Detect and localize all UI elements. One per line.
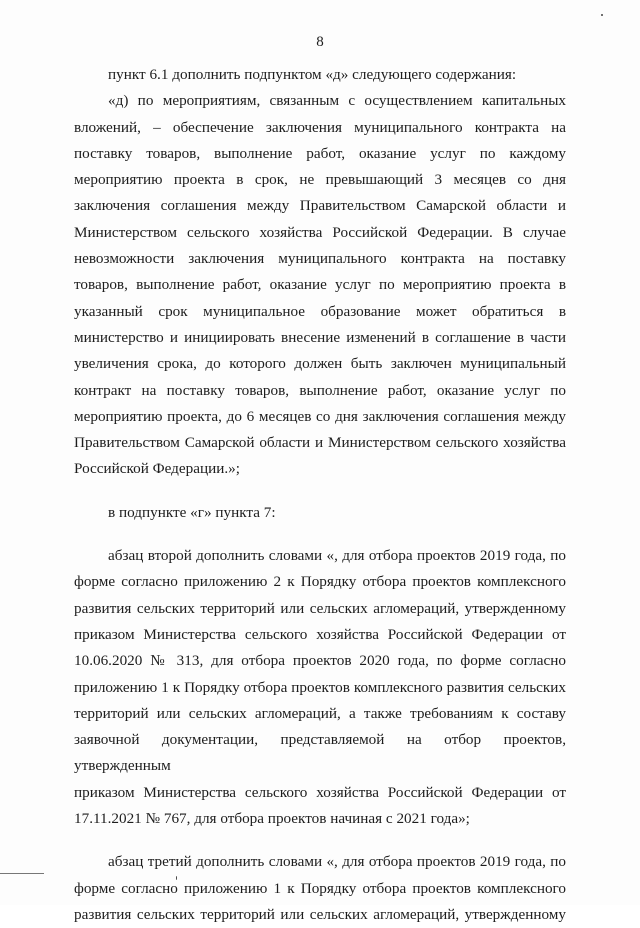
text-line: развития сельских территорий или сельских агломераций, утвержденному: [74, 905, 566, 923]
text-line: мероприятию проекта в срок, не превышающий 3 месяцев со дня: [74, 171, 566, 189]
scan-speck: [601, 14, 603, 16]
paragraph: [74, 849, 566, 928]
text-line: в подпункте «г» пункта 7:: [108, 503, 276, 521]
page-number: 8: [316, 34, 324, 50]
text-line: приложению 1 к Порядку отбора проектов комплексного развития сельских: [74, 678, 566, 696]
paragraph-gap: [74, 832, 566, 849]
paragraph: [74, 62, 566, 88]
text-line: абзац второй дополнить словами «, для отбора проектов 2019 года, по: [108, 547, 566, 565]
text-line: 10.06.2020 № 313, для отбора проектов 2020 года, по форме согласно: [74, 652, 566, 670]
text-line: пункт 6.1 дополнить подпунктом «д» следующего содержания:: [108, 66, 517, 83]
text-line: заявочной документации, представляемой на отбор проектов, утвержденным: [74, 731, 566, 775]
scan-edge-line: [0, 873, 44, 874]
text-line: приказом Министерства сельского хозяйства Российской Федерации от: [74, 625, 566, 643]
text-line: заключения соглашения между Правительством Самарской области и: [74, 197, 566, 215]
text-line: товаров, выполнение работ, оказание услуг по мероприятию проекта в: [74, 276, 566, 294]
text-line: министерство и инициировать внесение изменений в соглашение в части: [74, 328, 566, 346]
text-line: «д) по мероприятиям, связанным с осуществлением капитальных: [108, 92, 566, 110]
text-line: Российской Федерации.»;: [74, 460, 240, 478]
text-line: невозможности заключения муниципального контракта на поставку: [74, 250, 566, 268]
text-line: развития сельских территорий или сельских агломераций, утвержденному: [74, 599, 566, 617]
text-line: контракт на поставку товаров, выполнение работ, оказание услуг по: [74, 381, 566, 399]
document-body: [74, 62, 566, 928]
text-line: форме согласно приложению 1 к Порядку отбора проектов комплексного: [74, 879, 566, 897]
paragraph: [74, 88, 566, 482]
paragraph-gap: [74, 483, 566, 500]
paragraph-gap: [74, 526, 566, 543]
text-line: приказом Министерства сельского хозяйства Российской Федерации от: [74, 783, 566, 801]
paragraph: [74, 500, 566, 526]
text-line: мероприятию проекта, до 6 месяцев со дня заключения соглашения между: [74, 407, 566, 425]
text-line: поставку товаров, выполнение работ, оказание услуг по каждому: [74, 144, 566, 162]
text-line: абзац третий дополнить словами «, для отбора проектов 2019 года, по: [108, 853, 566, 871]
paragraph: [74, 543, 566, 832]
text-line: территорий или сельских агломераций, а также требованиям к составу: [74, 704, 566, 722]
text-line: Министерством сельского хозяйства Российской Федерации. В случае: [74, 223, 566, 241]
text-line: 17.11.2021 № 767, для отбора проектов начиная с 2021 года»;: [74, 810, 470, 828]
text-line: увеличения срока, до которого должен быть заключен муниципальный: [74, 355, 566, 373]
text-line: форме согласно приложению 2 к Порядку отбора проектов комплексного: [74, 573, 566, 591]
text-line: Правительством Самарской области и Министерством сельского хозяйства: [74, 434, 566, 452]
text-line: указанный срок муниципальное образование может обратиться в: [74, 302, 566, 320]
text-line: вложений, – обеспечение заключения муниципального контракта на: [74, 118, 566, 136]
